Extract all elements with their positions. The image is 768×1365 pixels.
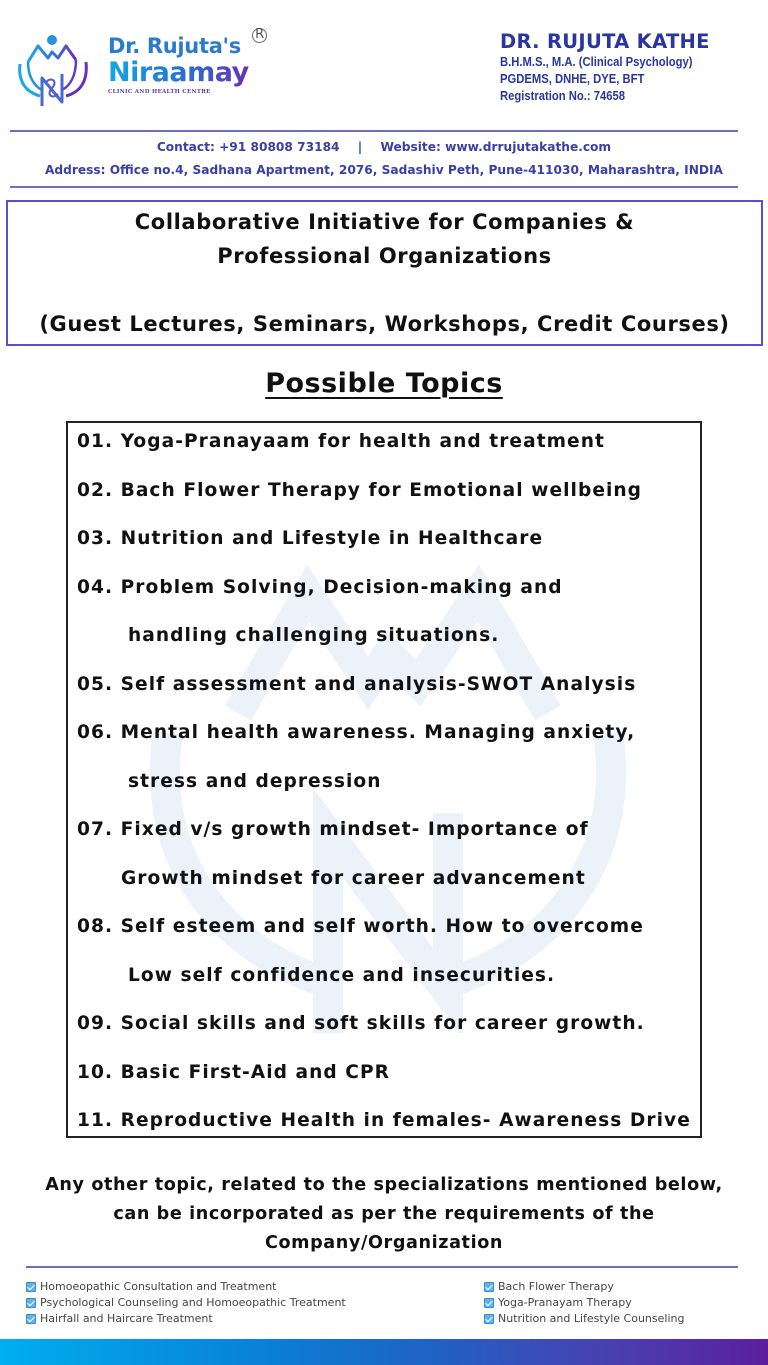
topic-item-07-continued: Growth mindset for career advancement [121,868,586,889]
topic-item-08: 08. Self esteem and self worth. How to overcome [77,916,644,937]
brand-tagline: CLINIC AND HEALTH CENTRE [108,89,211,95]
address-line: Address: Office no.4, Sadhana Apartment, 2076, Sadashiv Peth, Pune-411030, Maharashtra, INDIA [45,163,723,177]
doctor-qualification: B.H.M.S., M.A. (Clinical Psychology) [500,55,693,69]
specialization-item: Bach Flower Therapy [484,1280,614,1293]
title-line-1: Collaborative Initiative for Companies & [134,210,635,234]
header-divider [10,130,738,132]
brand-name-line2: Niraamay [108,57,249,88]
website-link[interactable]: www.drrujutakathe.com [445,140,612,154]
specialization-item: Hairfall and Haircare Treatment [26,1312,213,1325]
specialization-item: Yoga-Pranayam Therapy [484,1296,632,1309]
checkbox-checked-icon [484,1298,494,1308]
checkbox-checked-icon [26,1282,36,1292]
topic-item-10: 10. Basic First-Aid and CPR [77,1062,391,1083]
topic-item-02: 02. Bach Flower Therapy for Emotional wellbeing [77,480,643,501]
topic-item-08-continued: Low self confidence and insecurities. [128,965,556,986]
topic-item-06-continued: stress and depression [128,771,382,792]
topic-item-07: 07. Fixed v/s growth mindset- Importance of [77,819,589,840]
closing-line-3: Company/Organization [264,1233,504,1253]
specialization-item: Homoeopathic Consultation and Treatment [26,1280,276,1293]
initiative-title-box [6,200,763,346]
brand-logotype [108,27,264,95]
checkbox-checked-icon [484,1282,494,1292]
topic-item-06: 06. Mental health awareness. Managing anxiety, [77,722,636,743]
topic-item-11: 11. Reproductive Health in females- Awareness Drive [77,1110,691,1131]
topic-item-04: 04. Problem Solving, Decision-making and [77,577,563,598]
registered-trademark-icon: R [252,28,267,43]
topics-list [66,421,702,1138]
title-services: (Guest Lectures, Seminars, Workshops, Credit Courses) [39,312,730,336]
specialization-item: Nutrition and Lifestyle Counseling [484,1312,684,1325]
checkbox-checked-icon [26,1314,36,1324]
title-line-2: Professional Organizations [217,244,552,268]
brand-name-line1: Dr. Rujuta's R [108,34,249,58]
address-divider [10,186,738,188]
doctor-credentials [500,30,714,105]
contact-line: Contact: +91 80808 73184 | Website: www.drrujutakathe.com [156,140,612,154]
checkbox-checked-icon [26,1298,36,1308]
phone-number[interactable]: +91 80808 73184 [219,140,340,154]
topic-item-03: 03. Nutrition and Lifestyle in Healthcare [77,528,544,549]
closing-line-2: can be incorporated as per the requirements of the [113,1204,655,1224]
topics-heading: Possible Topics [265,368,503,399]
lotus-logo-icon [14,32,94,112]
checkbox-checked-icon [484,1314,494,1324]
topic-item-05: 05. Self assessment and analysis-SWOT Analysis [77,674,637,695]
letterhead-header [0,0,768,130]
doctor-name: DR. RUJUTA KATHE [500,30,710,53]
specializations-divider [26,1266,738,1268]
topic-item-09: 09. Social skills and soft skills for career growth. [77,1013,645,1034]
doctor-registration: Registration No.: 74658 [500,89,626,103]
doctor-qualification: PGDEMS, DNHE, DYE, BFT [500,72,645,86]
separator: | [357,140,363,154]
closing-line-1: Any other topic, related to the specializations mentioned below, [45,1175,723,1195]
topic-item-04-continued: handling challenging situations. [128,625,500,646]
topic-item-01: 01. Yoga-Pranayaam for health and treatment [77,431,605,452]
address-value: Office no.4, Sadhana Apartment, 2076, Sadashiv Peth, Pune-411030, Maharashtra, INDIA [109,163,723,177]
footer-gradient-bar [0,1339,768,1365]
specialization-item: Psychological Counseling and Homoeopathic Treatment [26,1296,346,1309]
